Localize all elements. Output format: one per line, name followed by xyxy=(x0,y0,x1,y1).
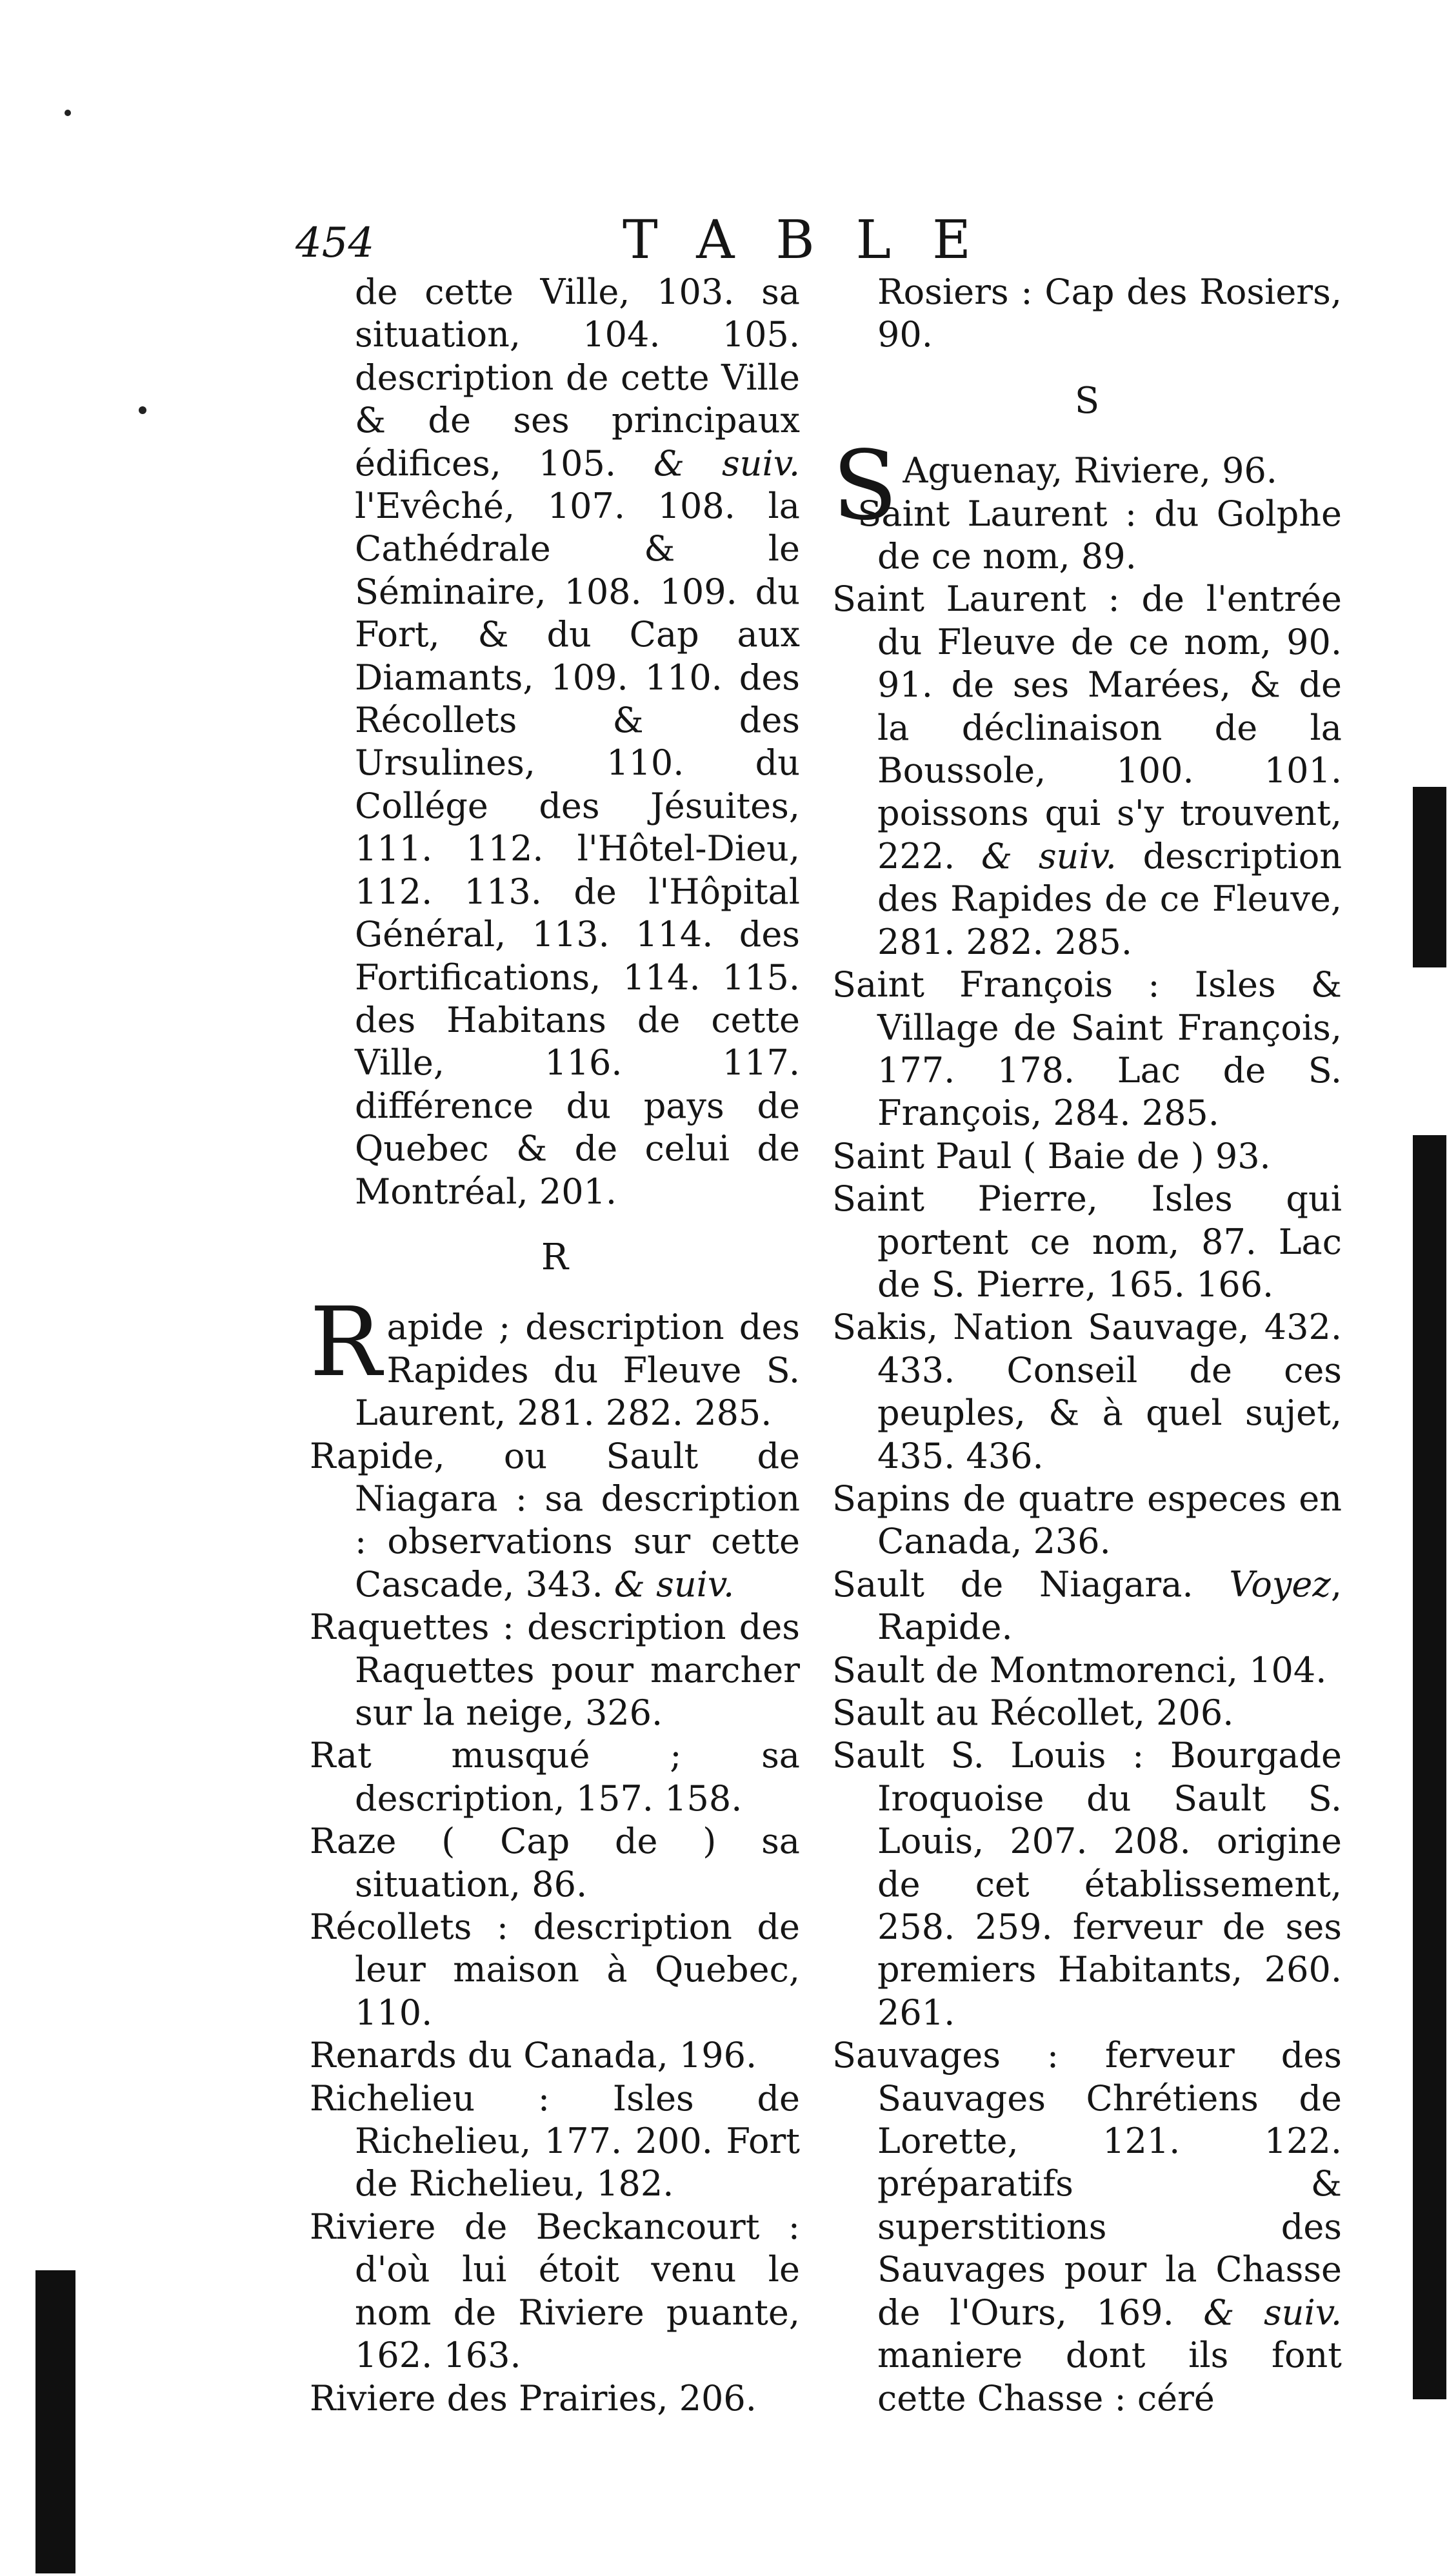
letter-heading-s: S xyxy=(1074,379,1100,422)
entry-text: Rat musqué ; sa description, 157. 158. xyxy=(310,1735,800,1819)
entry-text: Sault de Niagara. xyxy=(832,1563,1230,1605)
italic-text: & suiv. xyxy=(653,442,800,484)
entry-text: Raze ( Cap de ) sa situation, 86. xyxy=(310,1821,800,1905)
continued-entry: Rosiers : Cap des Rosiers, 90. xyxy=(877,272,1342,355)
entry-text: Récollets : description de leur maison à Quebec, 110. xyxy=(310,1907,800,2033)
index-entry xyxy=(310,2034,800,2077)
entry-text: Aguenay, Riviere, 96. xyxy=(903,450,1277,491)
page-number: 454 xyxy=(295,219,375,267)
index-entry xyxy=(832,578,1342,964)
entry-text: description des Rapides de ce Fleuve, 281. 282. 285. xyxy=(877,835,1342,962)
scan-margin-bar xyxy=(1413,787,1446,967)
entry-text: Saint Pierre, Isles qui portent ce nom, 87. Lac de S. Pierre, 165. 166. xyxy=(832,1178,1342,1305)
entry-text: apide ; description des Rapides du Fleuve S. Laurent, 281. 282. 285. xyxy=(355,1307,800,1434)
index-entry xyxy=(310,1435,800,1607)
scan-margin-bar xyxy=(1413,1135,1446,2399)
index-entry xyxy=(832,1563,1342,1649)
entry-text: Sakis, Nation Sauvage, 432. 433. Conseil de ces peuples, & à quel sujet, 435. 436. xyxy=(832,1307,1342,1476)
index-entry xyxy=(832,1649,1342,1692)
italic-text: & suiv. xyxy=(981,835,1117,877)
index-entry xyxy=(832,1734,1342,2034)
italic-text: & suiv. xyxy=(1203,2292,1342,2333)
italic-text: Voyez xyxy=(1229,1563,1331,1605)
entry-text: Renards du Canada, 196. xyxy=(310,2035,757,2076)
entry-text: Sapins de quatre especes en Canada, 236. xyxy=(832,1478,1342,1562)
index-entry xyxy=(832,964,1342,1135)
index-entry xyxy=(832,1478,1342,1563)
entry-text: maniere dont ils font cette Chasse : céré xyxy=(877,2335,1342,2419)
letter-heading-r: R xyxy=(541,1236,569,1278)
index-entry xyxy=(310,1734,800,1820)
index-entry xyxy=(832,493,1342,579)
entry-text: Sault S. Louis : Bourgade Iroquoise du Sault S. Louis, 207. 208. origine de cet établissement, 258. 259. ferveur de ses premiers Habitants, 260. 261. xyxy=(832,1735,1342,2033)
entry-text: Rapide, ou Sault de Niagara : sa description : observations sur cette Cascade, 343. xyxy=(310,1435,800,1605)
entry-text: Richelieu : Isles de Richelieu, 177. 200. Fort de Richelieu, 182. xyxy=(310,2077,800,2204)
s-entries xyxy=(832,493,1342,2420)
index-entry xyxy=(832,1135,1342,1178)
index-entry xyxy=(832,1178,1342,1306)
entry-text: Sauvages : ferveur des Sauvages Chrétiens de Lorette, 121. 122. préparatifs & superstitions des Sauvages pour la Chasse de l'Ours, 169. xyxy=(832,2035,1342,2333)
entry-text: Riviere de Beckancourt : d'où lui étoit venu le nom de Riviere puante, 162. 163. xyxy=(310,2206,800,2376)
italic-text: & suiv. xyxy=(614,1563,735,1605)
drop-cap-r: R xyxy=(310,1287,382,1398)
scan-speck xyxy=(65,110,71,116)
left-column xyxy=(310,271,800,2420)
entry-text: , Rapide. xyxy=(877,1563,1342,1648)
entry-text: l'Evêché, 107. 108. la Cathédrale & le Séminaire, 108. 109. du Fort, & du Cap aux Diamants, 109. 110. des Récollets & des Ursulines, 110. du Collége des Jésuites, 111. 112. l'Hôtel-Dieu, 112. 113. de l'Hôpital Général, 113. 114. des Fortifications, 114. 115. des Habitans de cette Ville, 116. 117. différence du pays de Quebec & de celui de Montréal, 201. xyxy=(355,486,800,1212)
index-entry xyxy=(832,1306,1342,1478)
r-entries xyxy=(310,1435,800,2420)
index-entry xyxy=(832,1692,1342,1734)
entry-text: Saint François : Isles & Village de Saint François, 177. 178. Lac de S. François, 284. 285. xyxy=(832,964,1342,1134)
entry-text: Saint Laurent : du Golphe de ce nom, 89. xyxy=(857,493,1342,577)
index-entry xyxy=(310,1287,800,1434)
entry-text: Saint Paul ( Baie de ) 93. xyxy=(832,1135,1271,1176)
entry-text: de cette Ville, 103. sa situation, 104. 105. description de cette Ville & de ses principaux édifices, 105. xyxy=(355,272,800,484)
index-entry xyxy=(310,2206,800,2377)
index-entry xyxy=(310,1906,800,2034)
index-entry xyxy=(310,2377,800,2420)
running-head: TABLE xyxy=(623,210,1012,271)
right-column xyxy=(832,271,1342,2420)
entry-text: Saint Laurent : de l'entrée du Fleuve de ce nom, 90. 91. de ses Marées, & de la déclinaison de la Boussole, 100. 101. poissons qui s'y trouvent, 222. xyxy=(832,579,1342,877)
drop-cap-s: S xyxy=(832,430,898,542)
continued-entry xyxy=(310,271,800,1213)
entry-text: Sault au Récollet, 206. xyxy=(832,1692,1234,1733)
index-entry xyxy=(310,1606,800,1734)
entry-text: Sault de Montmorenci, 104. xyxy=(832,1649,1327,1690)
entry-text: Riviere des Prairies, 206. xyxy=(310,2377,757,2419)
entry-text: Raquettes : description des Raquettes pour marcher sur la neige, 326. xyxy=(310,1607,800,1733)
index-entry xyxy=(310,1820,800,1906)
index-entry xyxy=(832,2034,1342,2420)
scan-margin-bar xyxy=(35,2270,75,2573)
scan-speck xyxy=(139,406,146,414)
index-entry xyxy=(310,2077,800,2206)
